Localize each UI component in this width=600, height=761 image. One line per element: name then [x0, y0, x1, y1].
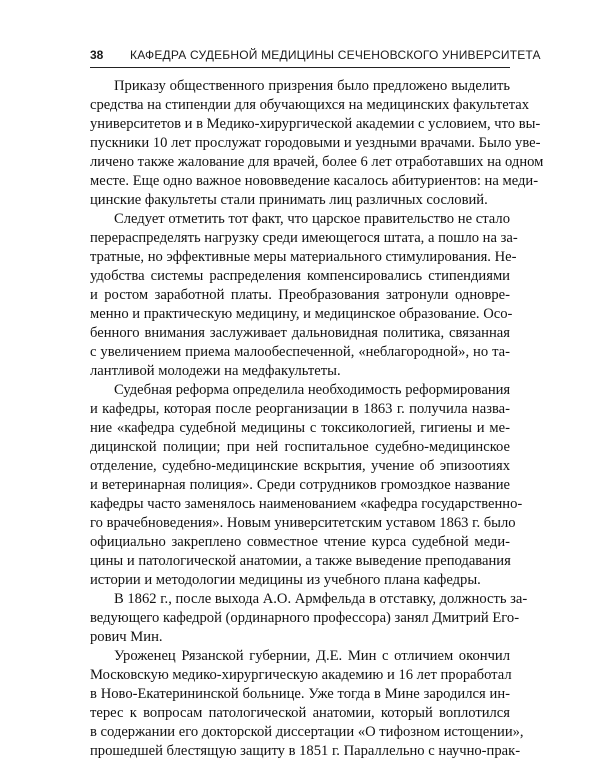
header-rule [90, 67, 510, 68]
text-line: с увеличением приема малообеспеченной, «неблагородной», но та- [90, 344, 510, 360]
text-line: В 1862 г., после выхода А.О. Армфельда в отставку, должность за- [114, 591, 528, 607]
text-line: пускники 10 лет прослужат городовыми и уездными врачами. Было уве- [90, 135, 541, 151]
text-line: цинские факультеты стали принимать лиц различных сословий. [90, 192, 488, 208]
body-text [90, 77, 544, 761]
text-line: перераспределять нагрузку среди имеющегося штата, а пошло на за- [90, 230, 518, 246]
text-line: средства на стипендии для обучающихся на медицинских факультетах [90, 97, 530, 113]
text-line: удобства системы распределения компенсировались стипендиями [90, 268, 510, 284]
text-line: тратные, но эффективные меры материального стимулирования. Не- [90, 249, 517, 265]
text-line: прошедшей блестящую защиту в 1851 г. Параллельно с научно-прак- [90, 743, 521, 759]
text-line: Судебная реформа определила необходимость реформирования [114, 382, 511, 398]
text-line: го врачебноведения». Новым университетским уставом 1863 г. было [90, 515, 516, 531]
page-number: 38 [90, 48, 104, 62]
paragraph [90, 77, 544, 210]
text-line: Следует отметить тот факт, что царское правительство не стало [114, 211, 510, 227]
text-line: отделение, судебно-медицинские вскрытия, учение об эпизоотиях [90, 458, 510, 474]
text-line: в Ново-Екатерининской больнице. Уже тогда в Мине зародился ин- [90, 686, 510, 702]
text-line: личено также жалование для врачей, более 6 лет отработавших на одном [90, 154, 544, 170]
text-line: цины и патологической анатомии, а также выведение преподавания [90, 553, 511, 569]
text-line: терес к вопросам патологической анатомии, который воплотился [90, 705, 510, 721]
text-line: Московскую медико-хирургическую академию и 16 лет проработал [90, 667, 512, 683]
text-line: Приказу общественного призрения было предложено выделить [114, 78, 510, 94]
text-line: и ветеринарная полиция». Среди сотрудников громоздкое название [90, 477, 510, 493]
text-line: истории и методологии медицины из учебного плана кафедры. [90, 572, 481, 588]
text-line: кафедры часто заменялось наименованием «кафедра государственно- [90, 496, 523, 512]
text-line: бенного внимания заслуживает дальновидная политика, связанная [90, 325, 510, 341]
text-line: месте. Еще одно важное нововведение касалось абитуриентов: на меди- [90, 173, 539, 189]
text-line: и ростом заработной платы. Преобразования затронули одновре- [90, 287, 510, 303]
text-line: дицинской полиции; при ней госпитальное судебно-медицинское [90, 439, 510, 455]
text-line: ние «кафедра судебной медицины с токсикологией, гигиены и ме- [90, 420, 510, 436]
text-line: университетов и в Медико-хирургической академии с условием, что вы- [90, 116, 541, 132]
paragraph [90, 590, 528, 647]
paragraph [90, 381, 523, 590]
running-title: КАФЕДРА СУДЕБНОЙ МЕДИЦИНЫ СЕЧЕНОВСКОГО УНИВЕРСИТЕТА [130, 48, 541, 62]
page-header [90, 45, 541, 67]
text-line: рович Мин. [90, 629, 163, 645]
text-line: в содержании его докторской диссертации «О тифозном истощении», [90, 724, 524, 740]
text-line: и кафедры, которая после реорганизации в 1863 г. получила назва- [90, 401, 510, 417]
paragraph [90, 647, 524, 761]
text-line: ведующего кафедрой (ординарного профессора) занял Дмитрий Его- [90, 610, 520, 626]
text-line: Уроженец Рязанской губернии, Д.Е. Мин с отличием окончил [114, 648, 510, 664]
text-line: официально закреплено совместное чтение курса судебной меди- [90, 534, 510, 550]
text-line: лантливой молодежи на медфакультеты. [90, 363, 341, 379]
text-line: менно и практическую медицину, и медицинское образование. Осо- [90, 306, 513, 322]
paragraph [90, 210, 518, 381]
